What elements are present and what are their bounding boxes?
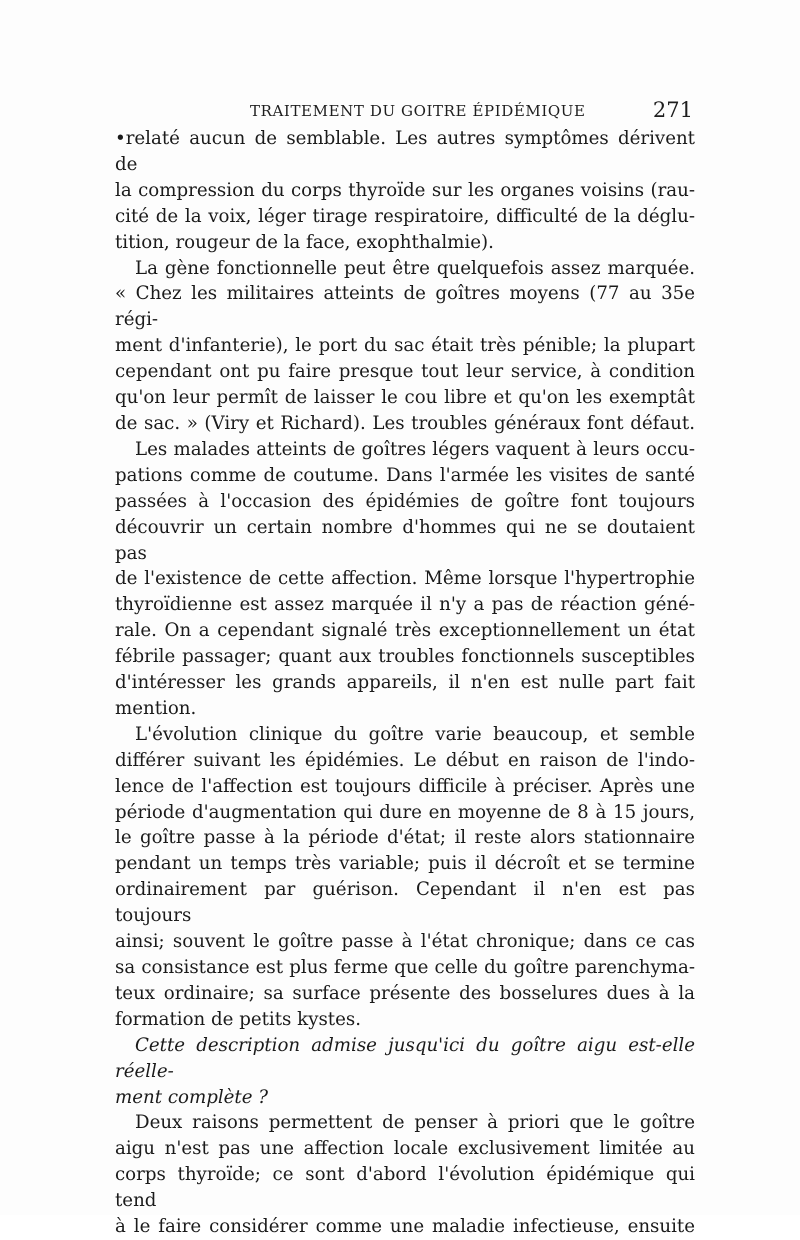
text-line: découvrir un certain nombre d'hommes qui ne se doutaient pas (115, 516, 695, 564)
text-line: •relaté aucun de semblable. Les autres symptômes dérivent de (115, 128, 695, 175)
text-line: de l'existence de cette affection. Même lorsque l'hypertrophie (115, 568, 695, 590)
text-line: cité de la voix, léger tirage respiratoire, difficulté de la déglu- (115, 205, 695, 227)
text-line: rale. On a cependant signalé très exceptionnellement un état (115, 620, 695, 642)
text-line: teux ordinaire; sa surface présente des bosselures dues à la (115, 982, 695, 1004)
text-line: à le faire considérer comme une maladie infectieuse, ensuite (115, 1216, 695, 1238)
body-text (115, 126, 695, 1240)
text-line: ordinairement par guérison. Cependant il n'en est pas toujours (115, 879, 695, 927)
text-line: le goître passe à la période d'état; il reste alors stationnaire (115, 827, 695, 849)
text-line: passées à l'occasion des épidémies de goître font toujours (115, 490, 695, 512)
text-line: aigu n'est pas une affection locale exclusivement limitée au (115, 1138, 695, 1160)
text-line: lence de l'affection est toujours difficile à préciser. Après une (115, 775, 695, 797)
text-line: la compression du corps thyroïde sur les organes voisins (rau- (115, 179, 695, 201)
text-line: « Chez les militaires atteints de goîtres moyens (77 au 35e régi- (115, 283, 695, 331)
text-line: pations comme de coutume. Dans l'armée les visites de santé (115, 464, 695, 486)
page-header (115, 98, 693, 122)
text-line: formation de petits kystes. (115, 1008, 361, 1030)
text-line: ment d'infanterie), le port du sac était très pénible; la plupart (115, 335, 695, 357)
text-line: Deux raisons permettent de penser à priori que le goître (135, 1112, 695, 1134)
text-line: Les malades atteints de goîtres légers vaquent à leurs occu- (135, 438, 695, 460)
text-line: fébrile passager; quant aux troubles fonctionnels susceptibles (115, 646, 695, 668)
running-title: TRAITEMENT DU GOITRE ÉPIDÉMIQUE (250, 102, 586, 120)
text-line: de sac. » (Viry et Richard). Les troubles généraux font défaut. (115, 412, 695, 434)
text-line: ment complète ? (115, 1086, 269, 1108)
text-line: corps thyroïde; ce sont d'abord l'évolution épidémique qui tend (115, 1164, 695, 1212)
text-line: thyroïdienne est assez marquée il n'y a pas de réaction géné- (115, 594, 695, 616)
text-line: qu'on leur permît de laisser le cou libre et qu'on les exemptât (115, 387, 695, 409)
text-line: L'évolution clinique du goître varie beaucoup, et semble (135, 723, 695, 745)
text-line: différer suivant les épidémies. Le début en raison de l'indo- (115, 749, 695, 771)
text-line: sa consistance est plus ferme que celle du goître parenchyma- (115, 957, 695, 978)
text-line: mention. (115, 697, 197, 719)
text-line: Cette description admise jusqu'ici du goître aigu est-elle réelle- (115, 1034, 695, 1082)
page-number: 271 (652, 98, 693, 122)
text-line: tition, rougeur de la face, exophthalmie). (115, 231, 494, 253)
text-line: pendant un temps très variable; puis il décroît et se termine (115, 853, 695, 875)
text-line: cependant ont pu faire presque tout leur service, à condition (115, 361, 695, 383)
text-line: ainsi; souvent le goître passe à l'état chronique; dans ce cas (115, 931, 695, 953)
text-line: La gène fonctionnelle peut être quelquefois assez marquée. (135, 257, 695, 279)
text-line: période d'augmentation qui dure en moyenne de 8 à 15 jours, (115, 801, 695, 823)
text-line: d'intéresser les grands appareils, il n'en est nulle part fait (115, 672, 695, 694)
